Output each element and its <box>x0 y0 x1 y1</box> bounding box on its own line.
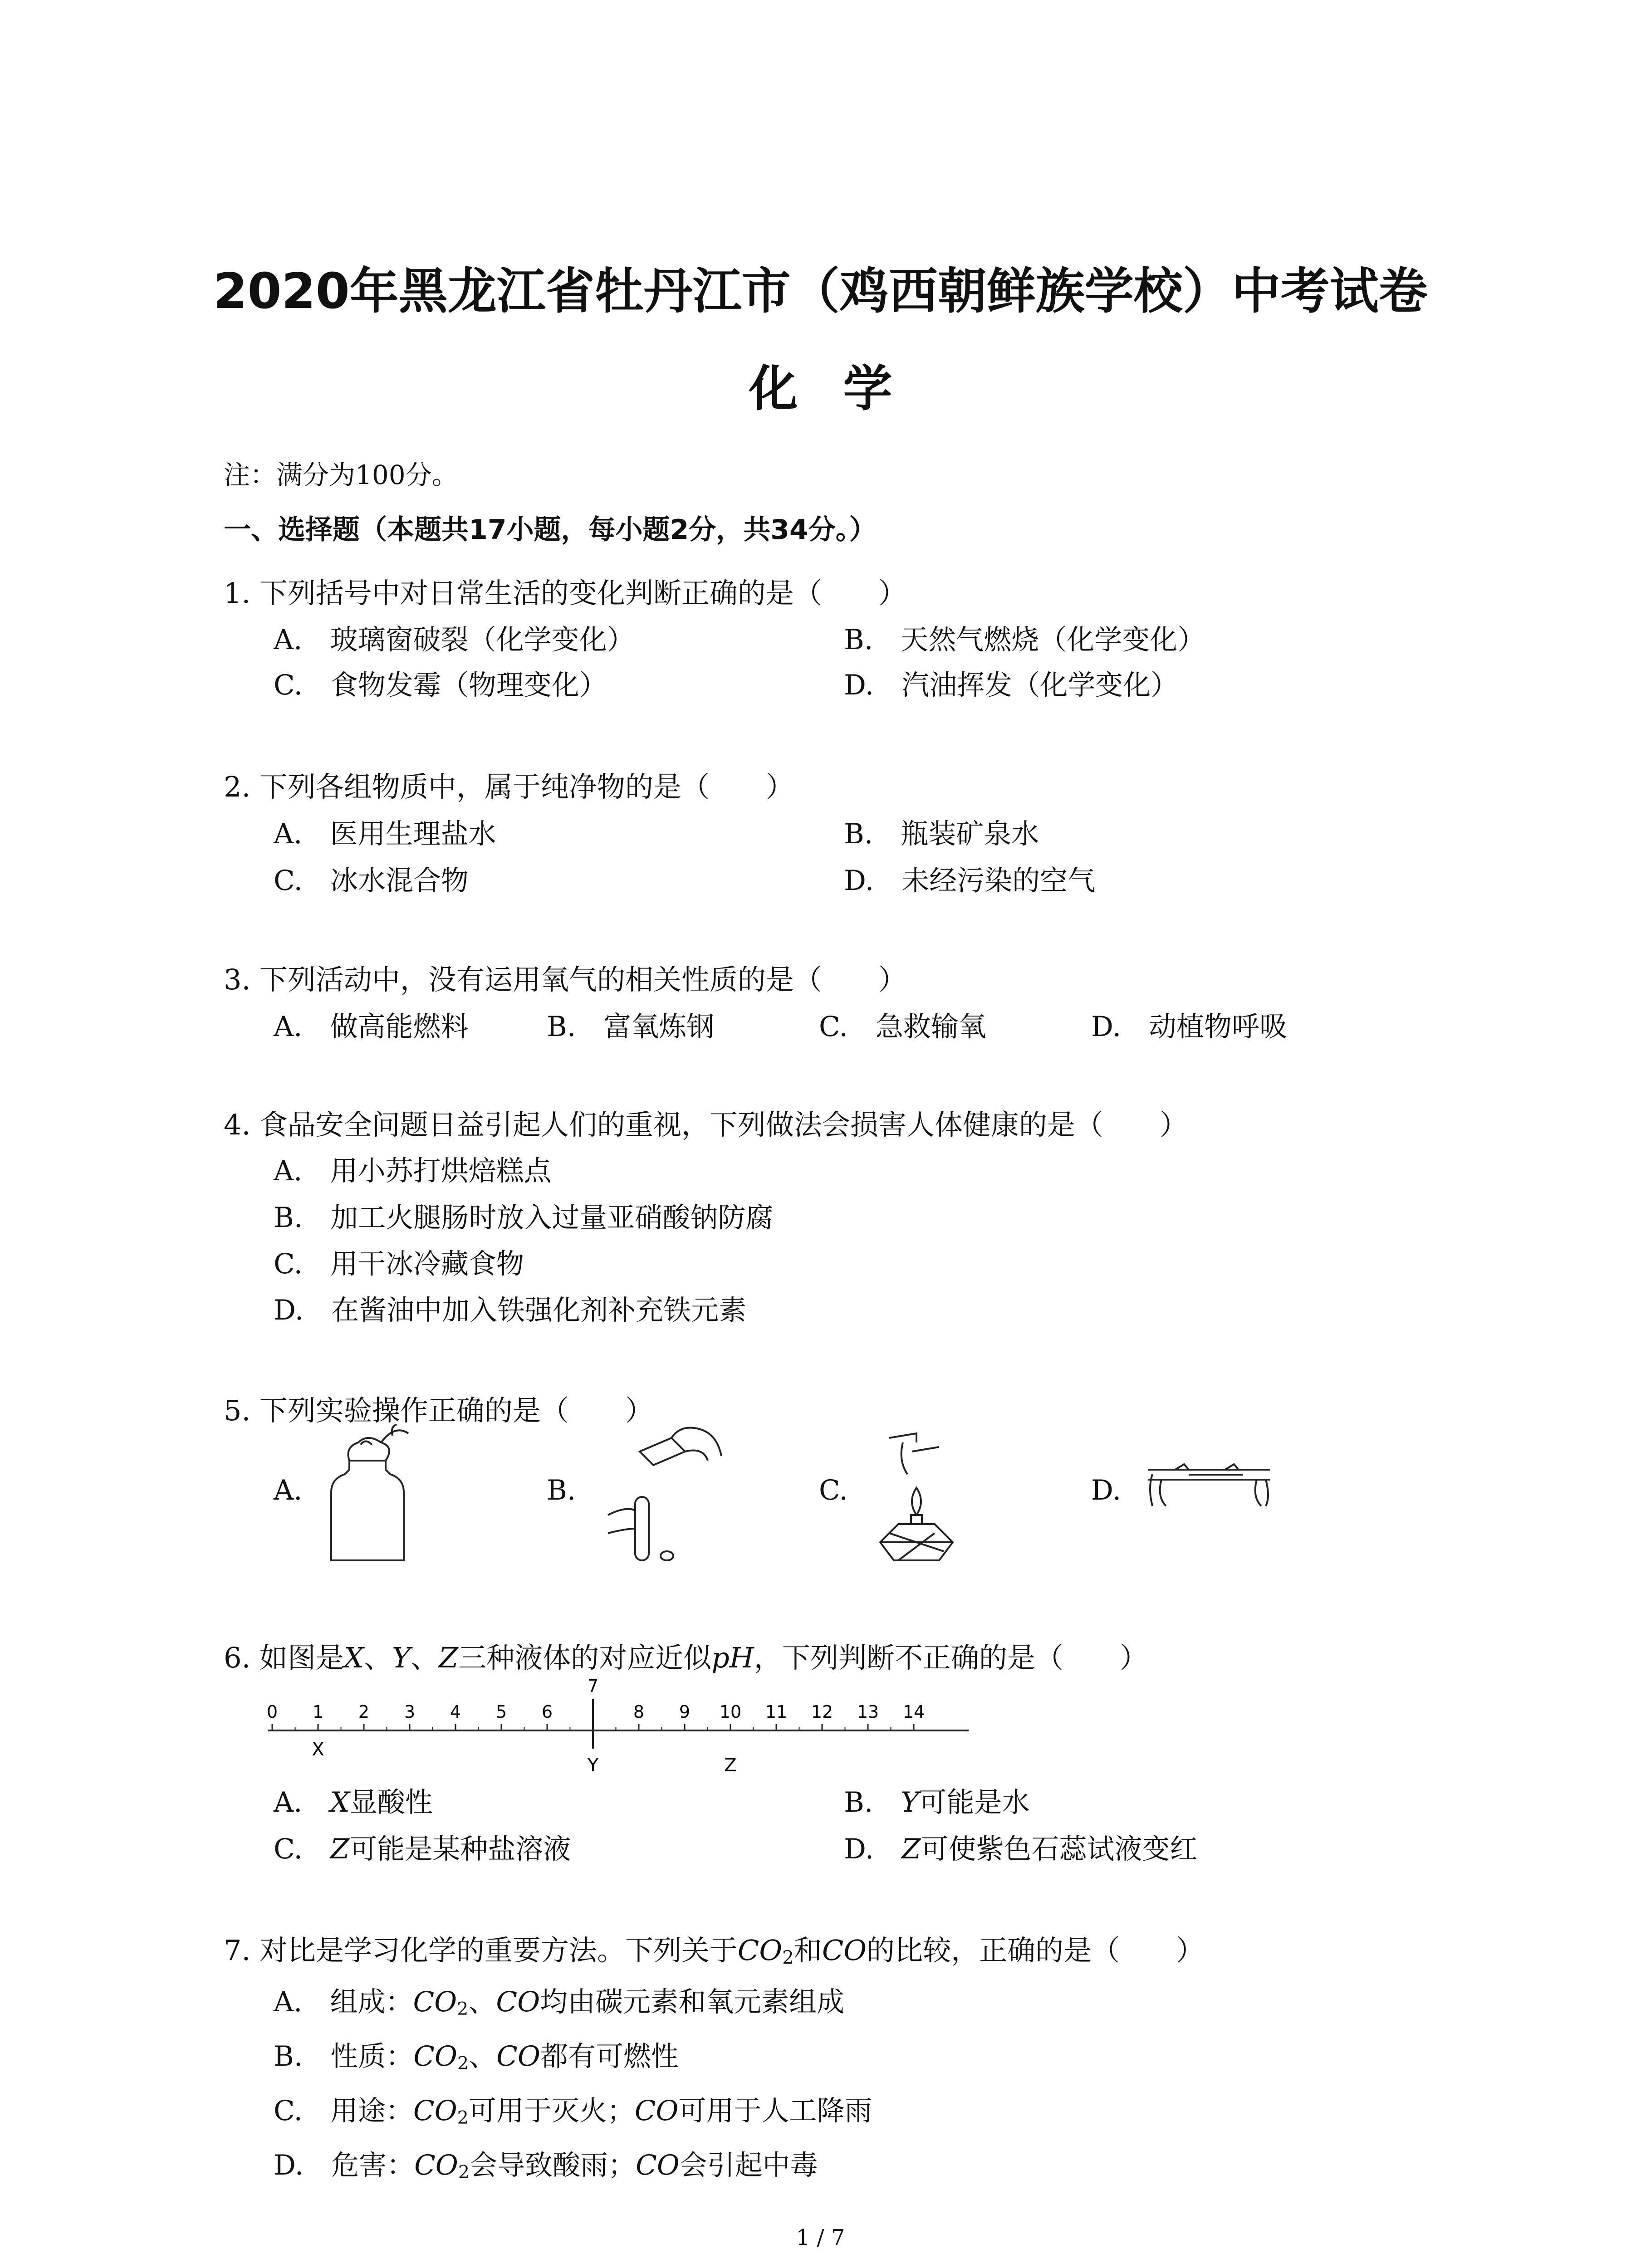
reagent-bottle-image <box>318 1424 417 1565</box>
section-heading: 一、选择题（本题共17小题，每小题2分，共34分。） <box>224 514 877 546</box>
q1-option-c: C. 食物发霉（物理变化） <box>274 669 607 701</box>
ph-tick-label: 11 <box>765 1702 788 1722</box>
q3-option-c: C. 急救输氧 <box>819 1011 986 1043</box>
ph-tick-label: 14 <box>902 1702 925 1722</box>
ph-tick-label: 8 <box>633 1702 645 1722</box>
q5-option-d: D. <box>1091 1474 1122 1506</box>
q7-option-d: D. 危害：$CO_2$会导致酸雨；CO会引起中毒 <box>274 2149 818 2183</box>
q2-option-c: C. 冰水混合物 <box>274 865 469 897</box>
ph-label-z: Z <box>724 1755 737 1776</box>
ph-tick-label: 6 <box>541 1702 553 1722</box>
ph-tick-label: 7 <box>587 1676 599 1696</box>
ph-tick-label: 10 <box>719 1702 742 1722</box>
exam-title: 2020年黑龙江省牡丹江市（鸡西朝鲜族学校）中考试卷 <box>213 263 1428 320</box>
question-5-stem: 5. 下列实验操作正确的是（ ） <box>224 1394 653 1427</box>
ph-tick-label: 3 <box>404 1702 416 1722</box>
ph-scale-diagram <box>254 1674 980 1778</box>
ph-tick-label: 1 <box>312 1702 324 1722</box>
q1-option-b: B. 天然气燃烧（化学变化） <box>844 624 1205 656</box>
q7-option-a: A. 组成：$CO_2$、CO均由碳元素和氧元素组成 <box>274 1986 845 2019</box>
q4-option-a: A. 用小苏打烘焙糕点 <box>274 1155 552 1187</box>
ph-tick-label: 0 <box>266 1702 278 1722</box>
q4-option-b: B. 加工火腿肠时放入过量亚硝酸钠防腐 <box>274 1202 774 1234</box>
q6-option-a: A. X显酸性 <box>274 1786 433 1818</box>
q2-option-d: D. 未经污染的空气 <box>844 865 1096 897</box>
question-6-stem: 6. 如图是X、Y、Z三种液体的对应近似pH，下列判断不正确的是（ ） <box>224 1641 1148 1674</box>
alcohol-lamp-image <box>862 1424 971 1565</box>
q5-option-c: C. <box>819 1474 848 1506</box>
q3-option-a: A. 做高能燃料 <box>274 1011 469 1043</box>
q7-option-b: B. 性质：$CO_2$、CO都有可燃性 <box>274 2040 679 2074</box>
q6-option-d: D. Z可使紫色石蕊试液变红 <box>844 1833 1198 1865</box>
q2-option-b: B. 瓶装矿泉水 <box>844 818 1039 850</box>
q2-option-a: A. 医用生理盐水 <box>274 818 496 850</box>
q1-option-d: D. 汽油挥发（化学变化） <box>844 669 1179 701</box>
question-1-stem: 1. 下列括号中对日常生活的变化判断正确的是（ ） <box>224 577 906 610</box>
ph-tick-label: 9 <box>679 1702 691 1722</box>
ph-label-x: X <box>312 1739 324 1760</box>
q7-option-c: C. 用途：$CO_2$可用于灭火；CO可用于人工降雨 <box>274 2095 872 2128</box>
pouring-liquid-image <box>594 1420 730 1565</box>
q5-option-a: A. <box>274 1474 303 1506</box>
q4-option-c: C. 用干冰冷藏食物 <box>274 1248 524 1280</box>
ph-tick-label: 4 <box>450 1702 461 1722</box>
q1-option-a: A. 玻璃窗破裂（化学变化） <box>274 624 635 656</box>
q3-option-b: B. 富氧炼钢 <box>547 1011 715 1043</box>
question-3-stem: 3. 下列活动中，没有运用氧气的相关性质的是（ ） <box>224 963 906 996</box>
ph-tick-label: 5 <box>495 1702 507 1722</box>
score-note: 注：满分为100分。 <box>224 459 458 490</box>
q4-option-d: D. 在酱油中加入铁强化剂补充铁元素 <box>274 1294 747 1326</box>
ph-tick-label: 2 <box>358 1702 370 1722</box>
question-2-stem: 2. 下列各组物质中，属于纯净物的是（ ） <box>224 770 794 803</box>
q6-option-c: C. Z可能是某种盐溶液 <box>274 1833 571 1865</box>
ph-label-y: Y <box>587 1755 599 1776</box>
subject-title: 化学 <box>749 361 938 417</box>
q6-option-b: B. Y可能是水 <box>844 1786 1030 1818</box>
ph-tick-label: 13 <box>857 1702 879 1722</box>
q5-option-b: B. <box>547 1474 576 1506</box>
q3-option-d: D. 动植物呼吸 <box>1091 1011 1288 1043</box>
ph-tick-label: 12 <box>811 1702 833 1722</box>
test-tube-heating-image <box>1143 1461 1275 1529</box>
page-number: 1 / 7 <box>796 2225 845 2250</box>
question-7-stem: 7. 对比是学习化学的重要方法。下列关于$CO_2$和CO的比较，正确的是（ ） <box>224 1934 1205 1969</box>
question-4-stem: 4. 食品安全问题日益引起人们的重视，下列做法会损害人体健康的是（ ） <box>224 1108 1188 1141</box>
